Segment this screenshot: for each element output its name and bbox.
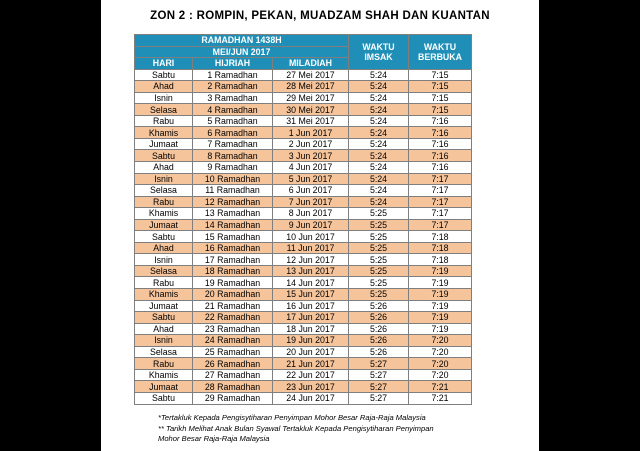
- cell-hari: Selasa: [135, 185, 193, 197]
- cell-hijriah: 21 Ramadhan: [193, 300, 273, 312]
- table-row: [135, 127, 472, 139]
- cell-berbuka: 7:17: [409, 208, 472, 220]
- cell-hijriah: 3 Ramadhan: [193, 92, 273, 104]
- cell-hari: Jumaat: [135, 138, 193, 150]
- table-row: [135, 115, 472, 127]
- cell-hijriah: 17 Ramadhan: [193, 254, 273, 266]
- table-row: [135, 138, 472, 150]
- cell-miladiah: 23 Jun 2017: [273, 381, 349, 393]
- cell-miladiah: 20 Jun 2017: [273, 346, 349, 358]
- footnote-3: Mohor Besar Raja-Raja Malaysia: [158, 434, 270, 443]
- cell-berbuka: 7:15: [409, 104, 472, 116]
- cell-hari: Jumaat: [135, 381, 193, 393]
- cell-miladiah: 2 Jun 2017: [273, 138, 349, 150]
- cell-hijriah: 5 Ramadhan: [193, 115, 273, 127]
- table-row: [135, 231, 472, 243]
- cell-hijriah: 23 Ramadhan: [193, 323, 273, 335]
- document-page: [101, 0, 539, 451]
- cell-hijriah: 8 Ramadhan: [193, 150, 273, 162]
- cell-hari: Rabu: [135, 358, 193, 370]
- cell-berbuka: 7:20: [409, 369, 472, 381]
- cell-miladiah: 8 Jun 2017: [273, 208, 349, 220]
- cell-imsak: 5:26: [349, 346, 409, 358]
- table-row: [135, 185, 472, 197]
- cell-miladiah: 4 Jun 2017: [273, 162, 349, 174]
- cell-berbuka: 7:16: [409, 138, 472, 150]
- cell-berbuka: 7:15: [409, 69, 472, 81]
- cell-berbuka: 7:16: [409, 127, 472, 139]
- cell-berbuka: 7:19: [409, 265, 472, 277]
- cell-imsak: 5:24: [349, 138, 409, 150]
- cell-berbuka: 7:21: [409, 381, 472, 393]
- cell-imsak: 5:24: [349, 173, 409, 185]
- cell-berbuka: 7:20: [409, 335, 472, 347]
- cell-berbuka: 7:19: [409, 277, 472, 289]
- cell-hijriah: 16 Ramadhan: [193, 242, 273, 254]
- cell-berbuka: 7:17: [409, 185, 472, 197]
- cell-hari: Ahad: [135, 242, 193, 254]
- table-row: [135, 346, 472, 358]
- cell-hijriah: 15 Ramadhan: [193, 231, 273, 243]
- table-row: [135, 323, 472, 335]
- table-row: [135, 265, 472, 277]
- cell-berbuka: 7:20: [409, 346, 472, 358]
- page-title: ZON 2 : ROMPIN, PEKAN, MUADZAM SHAH DAN KUANTAN: [150, 10, 490, 22]
- table-row: [135, 208, 472, 220]
- cell-imsak: 5:24: [349, 196, 409, 208]
- table-row: [135, 150, 472, 162]
- cell-hari: Ahad: [135, 81, 193, 93]
- cell-miladiah: 3 Jun 2017: [273, 150, 349, 162]
- table-row: [135, 104, 472, 116]
- table-row: [135, 312, 472, 324]
- cell-hijriah: 26 Ramadhan: [193, 358, 273, 370]
- cell-berbuka: 7:16: [409, 115, 472, 127]
- cell-miladiah: 28 Mei 2017: [273, 81, 349, 93]
- cell-miladiah: 27 Mei 2017: [273, 69, 349, 81]
- cell-hari: Rabu: [135, 277, 193, 289]
- table-row: [135, 254, 472, 266]
- cell-miladiah: 17 Jun 2017: [273, 312, 349, 324]
- cell-hari: Isnin: [135, 92, 193, 104]
- table-row: [135, 196, 472, 208]
- cell-imsak: 5:24: [349, 69, 409, 81]
- cell-miladiah: 24 Jun 2017: [273, 392, 349, 404]
- cell-berbuka: 7:19: [409, 323, 472, 335]
- cell-hari: Sabtu: [135, 392, 193, 404]
- cell-miladiah: 9 Jun 2017: [273, 219, 349, 231]
- cell-miladiah: 30 Mei 2017: [273, 104, 349, 116]
- cell-imsak: 5:25: [349, 242, 409, 254]
- cell-berbuka: 7:15: [409, 92, 472, 104]
- cell-hari: Jumaat: [135, 300, 193, 312]
- cell-hijriah: 1 Ramadhan: [193, 69, 273, 81]
- cell-imsak: 5:25: [349, 277, 409, 289]
- cell-miladiah: 1 Jun 2017: [273, 127, 349, 139]
- cell-berbuka: 7:17: [409, 196, 472, 208]
- table-row: [135, 92, 472, 104]
- cell-miladiah: 31 Mei 2017: [273, 115, 349, 127]
- cell-imsak: 5:25: [349, 208, 409, 220]
- cell-miladiah: 5 Jun 2017: [273, 173, 349, 185]
- table-row: [135, 289, 472, 301]
- cell-imsak: 5:27: [349, 381, 409, 393]
- cell-hari: Isnin: [135, 173, 193, 185]
- cell-miladiah: 11 Jun 2017: [273, 242, 349, 254]
- cell-hijriah: 10 Ramadhan: [193, 173, 273, 185]
- cell-miladiah: 14 Jun 2017: [273, 277, 349, 289]
- cell-hijriah: 20 Ramadhan: [193, 289, 273, 301]
- cell-imsak: 5:25: [349, 289, 409, 301]
- cell-miladiah: 18 Jun 2017: [273, 323, 349, 335]
- table-row: [135, 162, 472, 174]
- cell-hijriah: 2 Ramadhan: [193, 81, 273, 93]
- cell-imsak: 5:27: [349, 392, 409, 404]
- cell-berbuka: 7:18: [409, 231, 472, 243]
- header-miladiah: MILADIAH: [273, 58, 349, 70]
- cell-imsak: 5:27: [349, 369, 409, 381]
- cell-hari: Khamis: [135, 127, 193, 139]
- cell-hijriah: 11 Ramadhan: [193, 185, 273, 197]
- cell-hijriah: 22 Ramadhan: [193, 312, 273, 324]
- cell-miladiah: 29 Mei 2017: [273, 92, 349, 104]
- cell-hari: Selasa: [135, 104, 193, 116]
- cell-imsak: 5:25: [349, 231, 409, 243]
- cell-miladiah: 22 Jun 2017: [273, 369, 349, 381]
- cell-hari: Rabu: [135, 115, 193, 127]
- table-row: [135, 335, 472, 347]
- cell-hijriah: 12 Ramadhan: [193, 196, 273, 208]
- cell-miladiah: 21 Jun 2017: [273, 358, 349, 370]
- cell-hijriah: 18 Ramadhan: [193, 265, 273, 277]
- cell-miladiah: 6 Jun 2017: [273, 185, 349, 197]
- footnotes: [158, 413, 538, 445]
- cell-berbuka: 7:19: [409, 289, 472, 301]
- cell-imsak: 5:24: [349, 81, 409, 93]
- cell-imsak: 5:26: [349, 323, 409, 335]
- header-imsak: WAKTU IMSAK: [349, 35, 409, 70]
- cell-imsak: 5:25: [349, 219, 409, 231]
- table-row: [135, 392, 472, 404]
- cell-miladiah: 13 Jun 2017: [273, 265, 349, 277]
- cell-miladiah: 16 Jun 2017: [273, 300, 349, 312]
- table-row: [135, 173, 472, 185]
- cell-imsak: 5:26: [349, 312, 409, 324]
- cell-hijriah: 19 Ramadhan: [193, 277, 273, 289]
- cell-berbuka: 7:18: [409, 242, 472, 254]
- header-berbuka: WAKTU BERBUKA: [409, 35, 472, 70]
- cell-hari: Isnin: [135, 254, 193, 266]
- cell-imsak: 5:24: [349, 150, 409, 162]
- cell-imsak: 5:25: [349, 254, 409, 266]
- header-ramadhan: RAMADHAN 1438H: [135, 35, 349, 47]
- cell-miladiah: 12 Jun 2017: [273, 254, 349, 266]
- header-hari: HARI: [135, 58, 193, 70]
- cell-hijriah: 9 Ramadhan: [193, 162, 273, 174]
- cell-miladiah: 15 Jun 2017: [273, 289, 349, 301]
- cell-imsak: 5:27: [349, 358, 409, 370]
- cell-berbuka: 7:16: [409, 150, 472, 162]
- cell-hari: Isnin: [135, 335, 193, 347]
- schedule-body: [135, 69, 472, 404]
- header-hijriah: HIJRIAH: [193, 58, 273, 70]
- cell-hari: Selasa: [135, 265, 193, 277]
- cell-hijriah: 25 Ramadhan: [193, 346, 273, 358]
- cell-hari: Sabtu: [135, 312, 193, 324]
- table-row: [135, 369, 472, 381]
- cell-imsak: 5:24: [349, 115, 409, 127]
- cell-imsak: 5:24: [349, 127, 409, 139]
- table-row: [135, 219, 472, 231]
- cell-imsak: 5:24: [349, 185, 409, 197]
- cell-imsak: 5:24: [349, 92, 409, 104]
- cell-berbuka: 7:17: [409, 173, 472, 185]
- table-row: [135, 300, 472, 312]
- cell-miladiah: 10 Jun 2017: [273, 231, 349, 243]
- cell-berbuka: 7:19: [409, 312, 472, 324]
- header-mei-jun: MEI/JUN 2017: [135, 46, 349, 58]
- cell-imsak: 5:24: [349, 162, 409, 174]
- cell-hari: Sabtu: [135, 150, 193, 162]
- cell-berbuka: 7:18: [409, 254, 472, 266]
- table-row: [135, 69, 472, 81]
- cell-hari: Khamis: [135, 289, 193, 301]
- cell-hijriah: 27 Ramadhan: [193, 369, 273, 381]
- cell-imsak: 5:26: [349, 335, 409, 347]
- cell-imsak: 5:25: [349, 265, 409, 277]
- cell-hijriah: 24 Ramadhan: [193, 335, 273, 347]
- cell-hijriah: 7 Ramadhan: [193, 138, 273, 150]
- cell-miladiah: 7 Jun 2017: [273, 196, 349, 208]
- cell-hari: Ahad: [135, 162, 193, 174]
- cell-hari: Khamis: [135, 369, 193, 381]
- schedule-table: [134, 34, 472, 405]
- footnote-1: *Tertakluk Kepada Pengisytiharan Penyimpan Mohor Besar Raja-Raja Malaysia: [158, 413, 426, 422]
- cell-hari: Jumaat: [135, 219, 193, 231]
- cell-berbuka: 7:21: [409, 392, 472, 404]
- cell-imsak: 5:26: [349, 300, 409, 312]
- cell-hijriah: 29 Ramadhan: [193, 392, 273, 404]
- cell-hijriah: 6 Ramadhan: [193, 127, 273, 139]
- cell-hari: Sabtu: [135, 69, 193, 81]
- cell-miladiah: 19 Jun 2017: [273, 335, 349, 347]
- cell-berbuka: 7:17: [409, 219, 472, 231]
- cell-hari: Sabtu: [135, 231, 193, 243]
- cell-berbuka: 7:16: [409, 162, 472, 174]
- cell-hari: Rabu: [135, 196, 193, 208]
- cell-berbuka: 7:19: [409, 300, 472, 312]
- table-row: [135, 242, 472, 254]
- cell-hijriah: 14 Ramadhan: [193, 219, 273, 231]
- cell-hari: Ahad: [135, 323, 193, 335]
- footnote-2: ** Tarikh Melihat Anak Bulan Syawal Tertakluk Kepada Pengisytiharan Penyimpan: [158, 423, 434, 433]
- cell-hijriah: 13 Ramadhan: [193, 208, 273, 220]
- table-row: [135, 277, 472, 289]
- table-row: [135, 381, 472, 393]
- cell-hari: Selasa: [135, 346, 193, 358]
- table-row: [135, 358, 472, 370]
- cell-hijriah: 4 Ramadhan: [193, 104, 273, 116]
- table-row: [135, 81, 472, 93]
- cell-imsak: 5:24: [349, 104, 409, 116]
- cell-berbuka: 7:20: [409, 358, 472, 370]
- cell-hijriah: 28 Ramadhan: [193, 381, 273, 393]
- cell-hari: Khamis: [135, 208, 193, 220]
- cell-berbuka: 7:15: [409, 81, 472, 93]
